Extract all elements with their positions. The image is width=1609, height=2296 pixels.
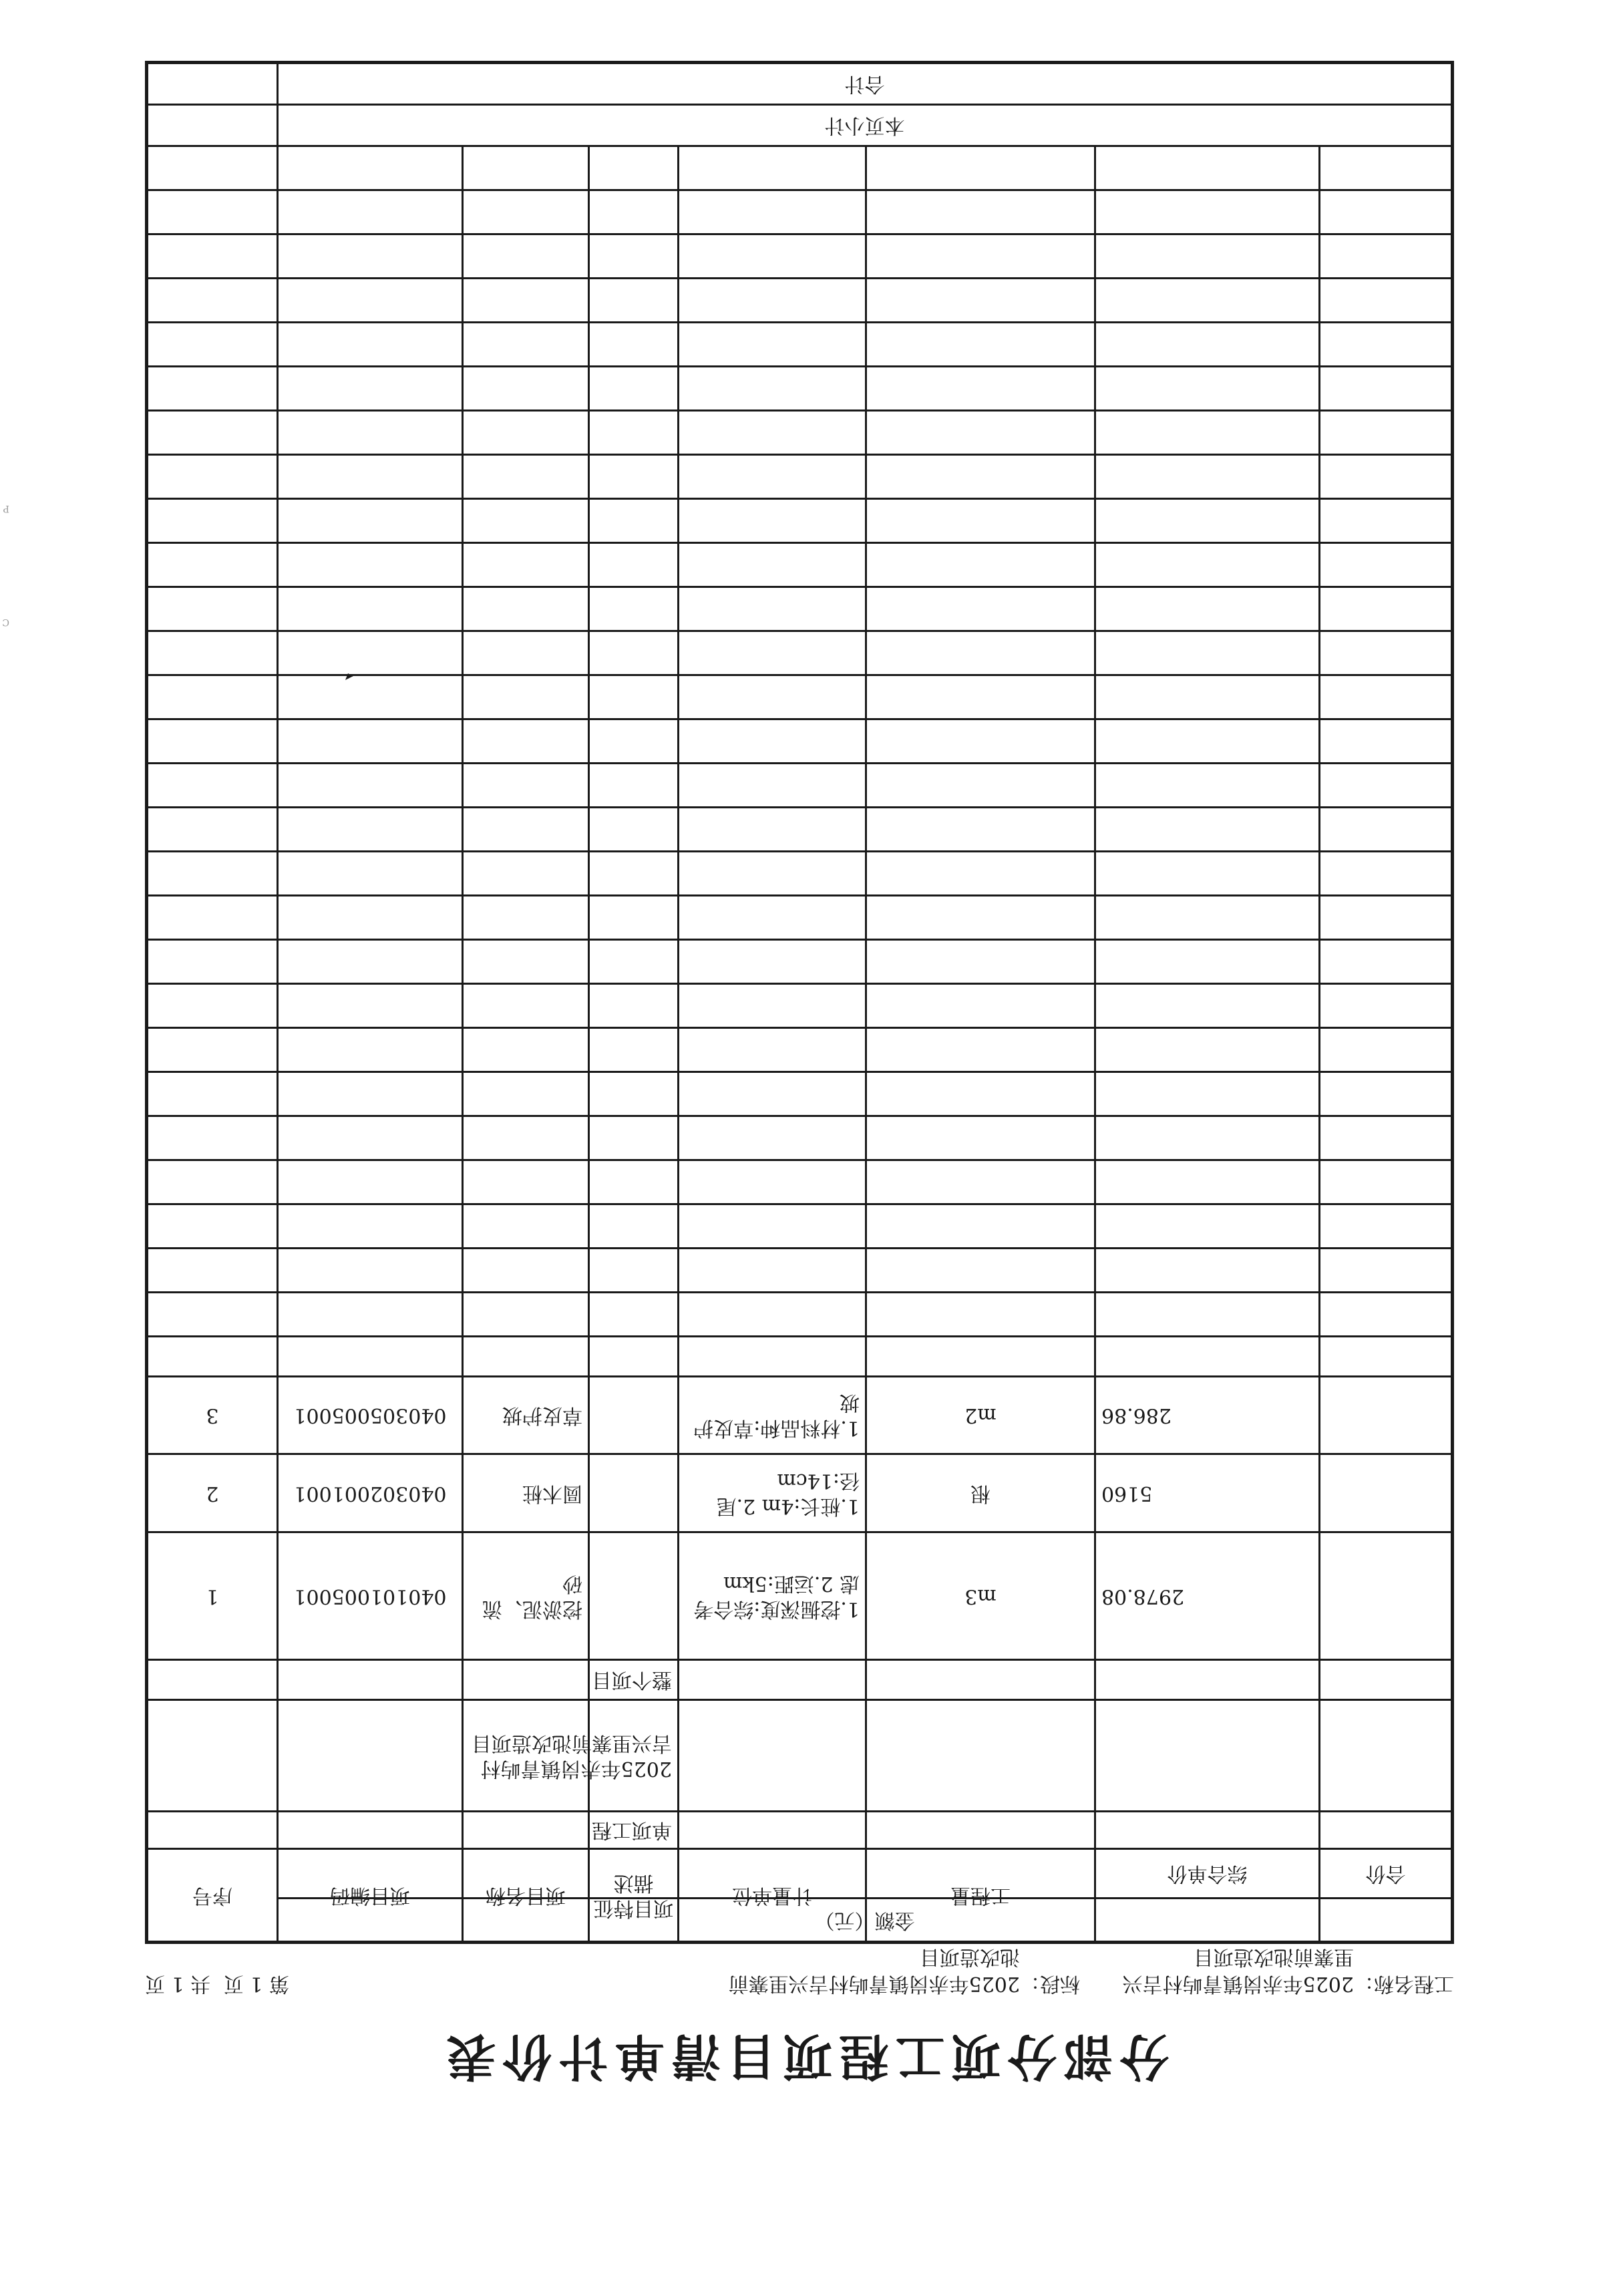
single-project-label: 单项工程: [592, 1818, 672, 1842]
header-qty: 工程量: [950, 1884, 1011, 1907]
row-3-desc: 1.材料品种:草皮护坡: [693, 1391, 860, 1440]
section-label: 标段：: [1020, 1972, 1080, 1995]
header-total: 合价: [1365, 1862, 1406, 1886]
edge-mark: C: [2, 617, 9, 627]
row-2-qty: 5160: [1101, 1482, 1153, 1505]
row-3-code: 040305005001: [293, 1404, 447, 1428]
header-desc: 项目特征描述: [593, 1871, 674, 1920]
row-1-seq: 1: [206, 1585, 219, 1608]
header-seq: 序号: [192, 1884, 232, 1907]
header-code: 项目编码: [330, 1884, 410, 1907]
header-unit-price: 综合单价: [1167, 1862, 1248, 1886]
row-1-desc: 1.挖掘深度:综合考虑 2.运距:5km: [693, 1572, 860, 1621]
whole-item-label: 整个项目: [592, 1668, 672, 1692]
grand-total-label: 合计: [844, 72, 885, 96]
row-1-qty: 2978.08: [1101, 1585, 1185, 1608]
project-name: 2025年赤岗镇青屿村吉兴里寨前池改造项目: [1122, 1945, 1354, 1995]
row-1-code: 040101005001: [293, 1585, 447, 1608]
row-3-seq: 3: [206, 1404, 219, 1428]
page-total: 共 1 页: [145, 1972, 211, 1995]
row-3-qty: 286.86: [1101, 1404, 1172, 1428]
row-3-name: 草皮护坡: [502, 1404, 582, 1428]
row-2-desc: 1.桩长:4m 2.尾径:14cm: [716, 1469, 860, 1518]
row-2-name: 圆木桩: [522, 1482, 582, 1505]
header-amount: 金额（元）: [814, 1909, 915, 1932]
project-label: 工程名称：: [1354, 1972, 1454, 1995]
single-project-name: 2025年赤岗镇青屿村吉兴里寨前池改造项目: [472, 1732, 672, 1780]
edge-mark: P: [3, 503, 9, 514]
section-name: 2025年赤岗镇青屿村吉兴里寨前池改造项目: [728, 1945, 1020, 1995]
ink-mark: [345, 673, 353, 680]
page-current: 第 1 页: [223, 1972, 289, 1995]
row-1-name: 挖淤泥、流砂: [482, 1572, 582, 1621]
row-3-unit: m2: [964, 1404, 997, 1428]
page-subtotal-label: 本页小计: [824, 114, 905, 138]
row-2-unit: 根: [970, 1482, 991, 1505]
row-2-code: 040302001001: [293, 1482, 447, 1505]
header-unit: 计量单位: [732, 1884, 812, 1907]
row-1-unit: m3: [964, 1585, 997, 1608]
row-2-seq: 2: [206, 1482, 219, 1505]
header-name: 项目名称: [486, 1884, 566, 1907]
document-title: 分部分项工程项目清单计价表: [439, 2027, 1170, 2085]
